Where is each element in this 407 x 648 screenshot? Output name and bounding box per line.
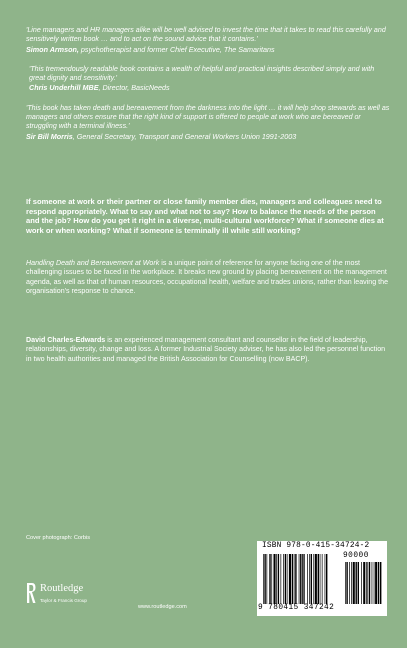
barcode-bar bbox=[302, 554, 303, 604]
barcode-addon-bar bbox=[380, 562, 381, 604]
barcode-bar bbox=[326, 554, 327, 604]
barcode-addon-bar bbox=[351, 562, 352, 604]
price-code: 90000 bbox=[343, 552, 369, 560]
barcode-bar bbox=[278, 554, 279, 604]
barcode-bar bbox=[274, 554, 276, 604]
barcode-bar bbox=[304, 554, 305, 604]
barcode-addon-bar bbox=[349, 562, 350, 604]
barcode-addon-bar bbox=[367, 562, 368, 604]
barcode-bar bbox=[285, 554, 286, 604]
quote-author-role: psychotherapist and former Chief Executive, The Samaritans bbox=[78, 44, 275, 54]
barcode-addon-bar bbox=[363, 562, 365, 604]
barcode-bar bbox=[276, 554, 277, 604]
barcode-addon-bar bbox=[378, 562, 379, 604]
isbn-number: ISBN 978-0-415-34724-2 bbox=[262, 542, 370, 550]
barcode-addon-bar bbox=[369, 562, 370, 604]
publisher-group: Taylor & Francis Group bbox=[40, 598, 87, 603]
barcode-addon-bar bbox=[366, 562, 367, 604]
barcode-bar bbox=[322, 554, 323, 604]
quote-author-name: Chris Underhill MBE bbox=[29, 83, 99, 93]
barcode-bar bbox=[299, 554, 300, 604]
barcode-bar bbox=[315, 554, 317, 604]
quote-underhill bbox=[29, 65, 391, 93]
barcode-addon-bar bbox=[374, 562, 375, 604]
publisher-name: Routledge bbox=[40, 583, 84, 594]
cover-photo-credit: Cover photograph: Corbis bbox=[26, 535, 91, 541]
barcode-bar bbox=[263, 554, 264, 604]
quote-author-role: , Director, BasicNeeds bbox=[98, 83, 170, 93]
quote-author-role: , General Secretary, Transport and General Workers Union 1991-2003 bbox=[72, 131, 297, 141]
publisher-logo bbox=[26, 583, 136, 613]
barcode-bar bbox=[269, 554, 270, 604]
author-name: David Charles-Edwards bbox=[26, 336, 106, 344]
barcode-bar bbox=[318, 554, 319, 604]
barcode-bar bbox=[311, 554, 312, 604]
barcode-bar bbox=[264, 554, 265, 604]
barcode-addon-bar bbox=[358, 562, 359, 604]
endorsement-quotes bbox=[26, 26, 391, 152]
quote-text: 'This book has taken death and bereavement from the darkness into the light … it will help shop stewards as well as managers and others ensure that the right kind of support is offered to people at work who are bereaved or struggling with a terminal illness.' bbox=[26, 103, 390, 131]
barcode-bar bbox=[320, 554, 321, 604]
barcode-addon-bar bbox=[372, 562, 373, 604]
quote-text: 'Line managers and HR managers alike will be well advised to invest the time that it takes to read this carefully and sensitively written book … and to act on the sound advice that it contains.' bbox=[26, 26, 386, 44]
quote-author-name: Simon Armson, bbox=[26, 44, 79, 54]
barcode-addon-bar bbox=[375, 562, 377, 604]
barcode-bar bbox=[281, 554, 282, 604]
barcode-bar bbox=[287, 554, 288, 604]
barcode-addon-bar bbox=[353, 562, 355, 604]
barcode-bar bbox=[309, 554, 310, 604]
barcode-number: 9 780415 347242 bbox=[258, 604, 335, 612]
barcode-bar bbox=[271, 554, 272, 604]
author-bio bbox=[26, 336, 388, 364]
quote-morris bbox=[26, 104, 391, 141]
isbn-barcode bbox=[257, 541, 387, 616]
barcode-bar bbox=[289, 554, 291, 604]
quote-author bbox=[26, 45, 391, 54]
barcode-bar bbox=[267, 554, 268, 604]
barcode-bar bbox=[295, 554, 296, 604]
barcode-bar bbox=[300, 554, 301, 604]
barcode-addon-bar bbox=[345, 562, 346, 604]
blurb-headline: If someone at work or their partner or close family member dies, managers and colleagues need to respond appropriately. What to say and what not to say? How to balance the needs of the person and the job? How do you get it right in a diverse, multi-cultural workforce? What if someone dies at work or when working? What if someone is terminally ill while still working? bbox=[26, 197, 384, 235]
quote-author-name: Sir Bill Morris bbox=[26, 131, 73, 141]
blurb-description-text: is a unique point of reference for anyone facing one of the most challenging issues to be faced in the workplace. It breaks new ground by placing bereavement on the management agenda, as well as that of human resources, occupational health, welfare and trades unions, rather than leaving the organisation's response to chance. bbox=[26, 259, 389, 295]
blurb-description bbox=[26, 259, 388, 296]
barcode-addon-bar bbox=[361, 562, 362, 604]
barcode-bar bbox=[325, 554, 326, 604]
quote-author bbox=[29, 83, 391, 92]
publisher-website: www.routledge.com bbox=[138, 604, 187, 610]
quote-author bbox=[26, 132, 391, 141]
barcode-addon-bar bbox=[346, 562, 347, 604]
author-bio-text: is an experienced management consultant and counsellor in the field of leadership, relationships, diversity, change and loss. A former Industrial Society adviser, he has also led the personnel function in two health authorities and managed the British Association for Counselling (now BACP). bbox=[26, 336, 386, 363]
barcode-bar bbox=[292, 554, 293, 604]
routledge-r-logo-icon bbox=[26, 583, 36, 604]
barcode-addon-bar bbox=[356, 562, 357, 604]
quote-armson bbox=[26, 26, 391, 54]
barcode-bar bbox=[294, 554, 295, 604]
barcode-bar bbox=[283, 554, 284, 604]
barcode-bar bbox=[307, 554, 308, 604]
quote-text: 'This tremendously readable book contains a wealth of helpful and practical insights described simply and with great dignity and sensitivity.' bbox=[29, 64, 375, 83]
barcode-bar bbox=[313, 554, 314, 604]
book-title: Handling Death and Bereavement at Work bbox=[26, 259, 160, 267]
